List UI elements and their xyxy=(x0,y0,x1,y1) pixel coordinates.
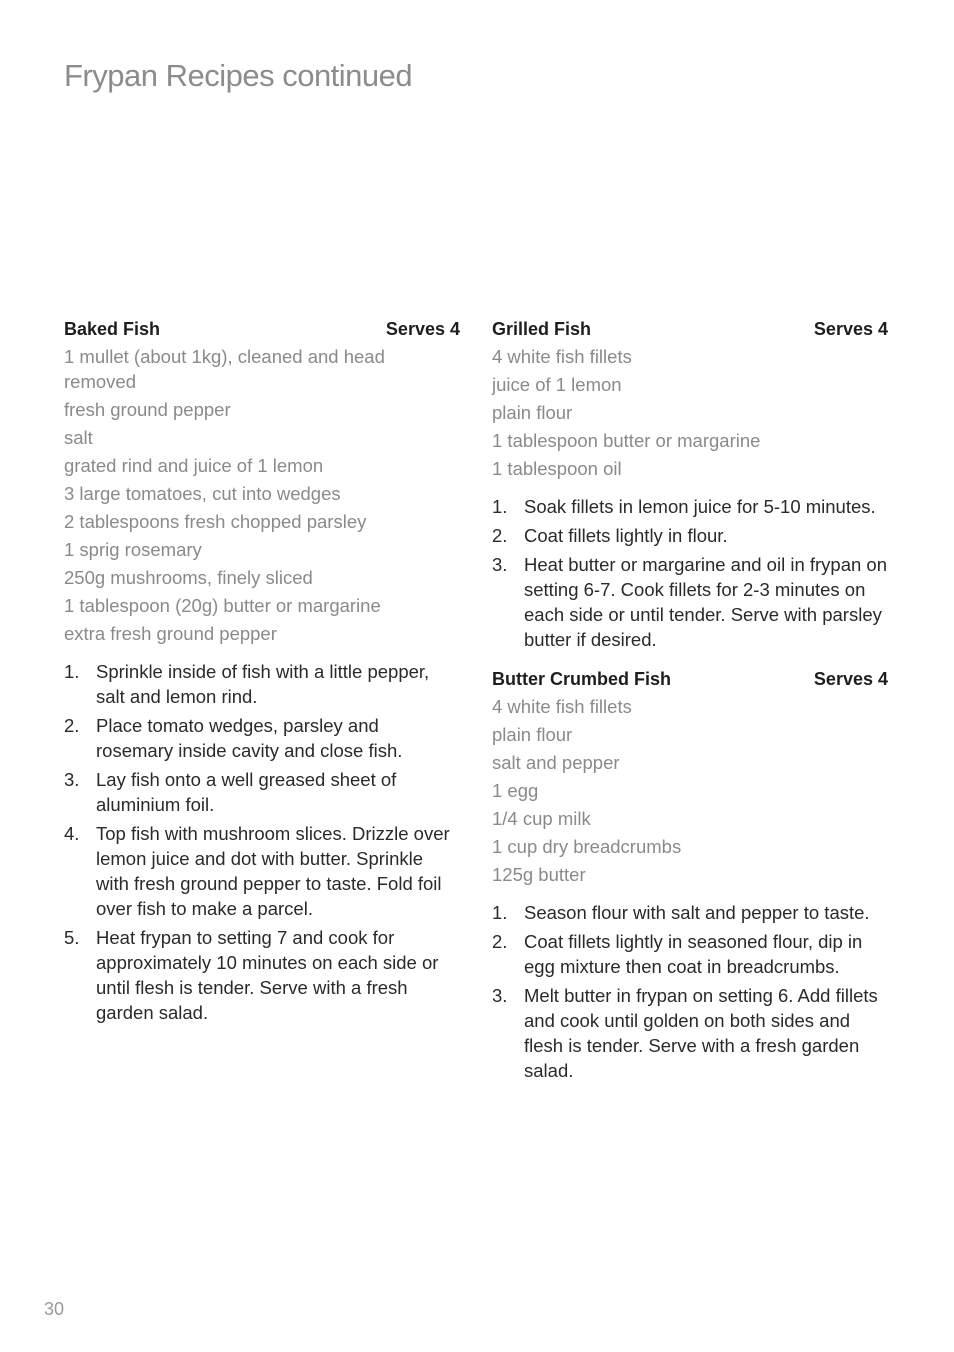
ingredient-item: 3 large tomatoes, cut into wedges xyxy=(64,483,341,504)
ingredient-item: 250g mushrooms, finely sliced xyxy=(64,567,313,588)
ingredient-item: 4 white fish fillets xyxy=(492,346,632,367)
method-step xyxy=(492,552,888,652)
method-step xyxy=(64,821,460,921)
recipe-baked-fish xyxy=(64,316,460,1025)
ingredient-item: salt xyxy=(64,427,93,448)
method-step xyxy=(492,929,888,979)
ingredient-item: 1/4 cup milk xyxy=(492,808,591,829)
ingredient-item: 1 mullet (about 1kg), cleaned and head removed xyxy=(64,346,385,392)
step-text: Soak fillets in lemon juice for 5-10 minutes. xyxy=(524,496,876,517)
step-text: Lay fish onto a well greased sheet of aluminium foil. xyxy=(96,769,397,815)
step-number: 1. xyxy=(492,902,508,923)
ingredient-item: grated rind and juice of 1 lemon xyxy=(64,455,324,476)
page-title: Frypan Recipes continued xyxy=(64,58,413,93)
recipe-serves: Serves 4 xyxy=(813,669,888,689)
recipe-grilled-fish xyxy=(492,316,888,652)
method-steps xyxy=(64,659,460,1025)
ingredient-item: 1 cup dry breadcrumbs xyxy=(492,836,682,857)
recipe-serves: Serves 4 xyxy=(813,319,888,339)
ingredient-list xyxy=(492,344,888,481)
step-text: Top fish with mushroom slices. Drizzle over lemon juice and dot with butter. Sprinkle with fresh ground pepper to taste. Fold foil over fish to make a parcel. xyxy=(96,823,450,919)
ingredient-item: 1 egg xyxy=(492,780,539,801)
step-text: Heat frypan to setting 7 and cook for approximately 10 minutes on each side or until flesh is tender. Serve with a fresh garden salad. xyxy=(96,927,439,1023)
ingredient-item: 2 tablespoons fresh chopped parsley xyxy=(64,511,367,532)
step-text: Place tomato wedges, parsley and rosemary inside cavity and close fish. xyxy=(96,715,403,761)
ingredient-item: 1 tablespoon (20g) butter or margarine xyxy=(64,595,381,616)
ingredient-item: extra fresh ground pepper xyxy=(64,623,277,644)
right-column xyxy=(492,316,888,1087)
ingredient-item: 1 tablespoon butter or margarine xyxy=(492,430,761,451)
ingredient-item: juice of 1 lemon xyxy=(492,374,622,395)
step-number: 4. xyxy=(64,823,80,844)
method-step xyxy=(64,713,460,763)
page-number: 30 xyxy=(44,1299,65,1319)
recipe-title: Butter Crumbed Fish xyxy=(492,669,672,689)
step-text: Sprinkle inside of fish with a little pepper, salt and lemon rind. xyxy=(96,661,430,707)
step-number: 1. xyxy=(64,661,80,682)
method-step xyxy=(492,900,888,925)
step-number: 3. xyxy=(492,985,508,1006)
ingredient-list xyxy=(64,344,460,646)
ingredient-item: 4 white fish fillets xyxy=(492,696,632,717)
step-number: 3. xyxy=(492,554,508,575)
ingredient-item: 1 tablespoon oil xyxy=(492,458,622,479)
recipe-header xyxy=(64,316,460,344)
step-text: Season flour with salt and pepper to taste. xyxy=(524,902,870,923)
recipe-butter-crumbed-fish xyxy=(492,666,888,1083)
recipe-header xyxy=(492,666,888,694)
step-number: 3. xyxy=(64,769,80,790)
ingredient-item: fresh ground pepper xyxy=(64,399,231,420)
ingredient-item: plain flour xyxy=(492,724,573,745)
step-number: 5. xyxy=(64,927,80,948)
method-step xyxy=(492,523,888,548)
step-number: 2. xyxy=(492,525,508,546)
recipe-title: Grilled Fish xyxy=(492,319,592,339)
method-step xyxy=(64,659,460,709)
step-number: 2. xyxy=(492,931,508,952)
ingredient-list xyxy=(492,694,888,887)
recipe-header xyxy=(492,316,888,344)
step-text: Coat fillets lightly in flour. xyxy=(524,525,728,546)
method-step xyxy=(492,983,888,1083)
method-steps xyxy=(492,900,888,1083)
step-number: 2. xyxy=(64,715,80,736)
ingredient-item: 125g butter xyxy=(492,864,586,885)
step-text: Melt butter in frypan on setting 6. Add fillets and cook until golden on both sides and flesh is tender. Serve with a fresh garden salad. xyxy=(524,985,878,1081)
method-steps xyxy=(492,494,888,652)
ingredient-item: salt and pepper xyxy=(492,752,620,773)
method-step xyxy=(492,494,888,519)
recipe-serves: Serves 4 xyxy=(385,319,460,339)
step-text: Heat butter or margarine and oil in frypan on setting 6-7. Cook fillets for 2-3 minutes on each side or until tender. Serve with parsley butter if desired. xyxy=(524,554,888,650)
ingredient-item: 1 sprig rosemary xyxy=(64,539,202,560)
ingredient-item: plain flour xyxy=(492,402,573,423)
step-number: 1. xyxy=(492,496,508,517)
recipe-title: Baked Fish xyxy=(64,319,161,339)
step-text: Coat fillets lightly in seasoned flour, dip in egg mixture then coat in breadcrumbs. xyxy=(524,931,863,977)
method-step xyxy=(64,767,460,817)
method-step xyxy=(64,925,460,1025)
left-column xyxy=(64,316,460,1029)
